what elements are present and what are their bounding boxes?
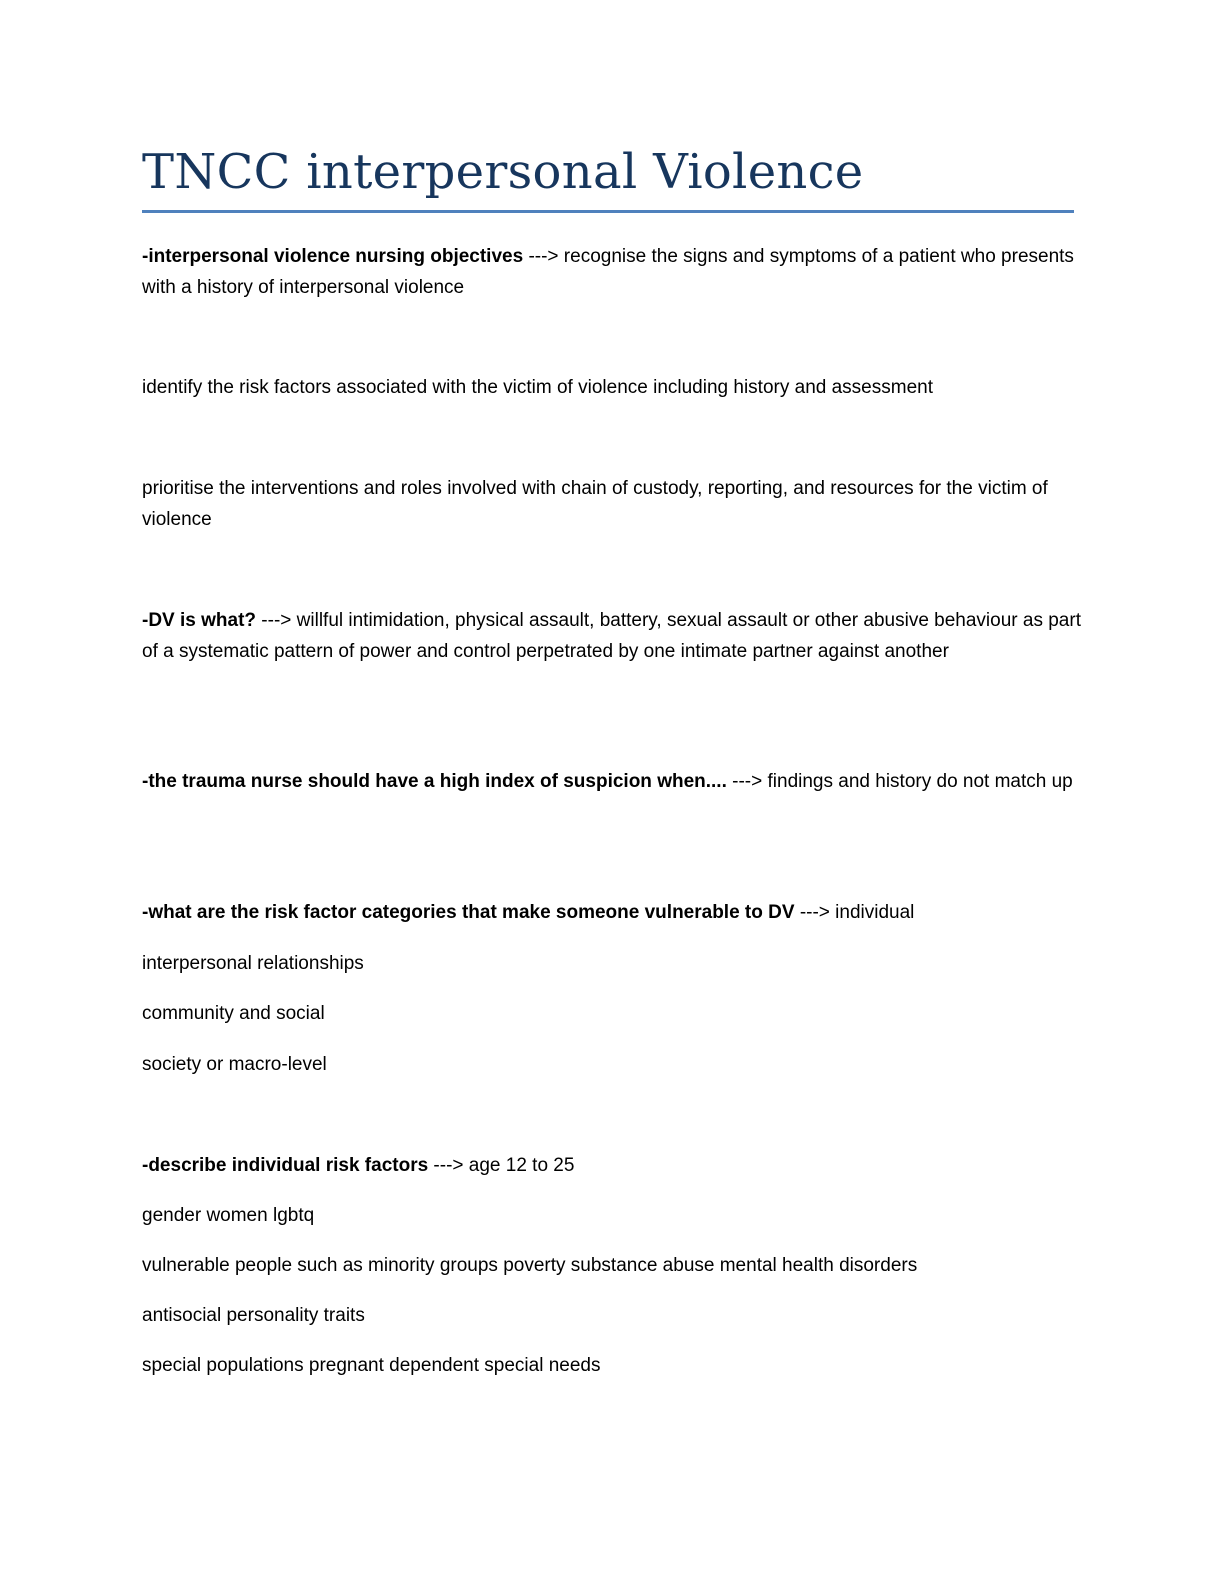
entry-index-of-suspicion <box>142 766 1082 797</box>
entry-answer: ---> recognise the signs and symptoms of a patient who presents with a history of interpersonal violence <box>142 246 1074 298</box>
entry-answer: ---> findings and history do not match up <box>726 771 1073 792</box>
list-item <box>142 1049 1082 1080</box>
list-item <box>142 1250 1082 1281</box>
entry-question: -interpersonal violence nursing objectives <box>142 246 524 267</box>
entry-dv-definition <box>142 605 1082 667</box>
entry-text: gender women lgbtq <box>142 1205 315 1226</box>
entry-text: identify the risk factors associated with the victim of violence including history and assessment <box>142 377 933 398</box>
list-item <box>142 948 1082 979</box>
list-item <box>142 1200 1082 1231</box>
entry-text: prioritise the interventions and roles involved with chain of custody, reporting, and resources for the victim of violence <box>142 478 1048 530</box>
list-item <box>142 998 1082 1029</box>
entry-individual-risk-factors <box>142 1150 1082 1181</box>
entry-answer: ---> age 12 to 25 <box>428 1155 575 1176</box>
entry-question: -the trauma nurse should have a high index of suspicion when.... <box>142 771 727 792</box>
entry-text: special populations pregnant dependent special needs <box>142 1355 601 1376</box>
entry-risk-factors-objective <box>142 372 1082 403</box>
list-item <box>142 1300 1082 1331</box>
entry-question: -DV is what? <box>142 610 257 631</box>
entry-objectives <box>142 241 1082 303</box>
document-title: TNCC interpersonal Violence <box>142 144 864 200</box>
entry-text: interpersonal relationships <box>142 953 364 974</box>
entry-text: vulnerable people such as minority groups poverty substance abuse mental health disorders <box>142 1255 918 1276</box>
list-item <box>142 1350 1082 1381</box>
entry-text: community and social <box>142 1003 325 1024</box>
entry-text: society or macro-level <box>142 1054 327 1075</box>
entry-answer: ---> willful intimidation, physical assault, battery, sexual assault or other abusive behaviour as part of a systematic pattern of power and control perpetrated by one intimate partner against another <box>142 610 1081 662</box>
entry-question: -what are the risk factor categories that make someone vulnerable to DV <box>142 902 795 923</box>
entry-answer: ---> individual <box>794 902 915 923</box>
entry-interventions-objective <box>142 473 1082 535</box>
entry-question: -describe individual risk factors <box>142 1155 429 1176</box>
entry-risk-factor-categories <box>142 897 1082 928</box>
title-underline <box>142 210 1074 213</box>
entry-text: antisocial personality traits <box>142 1305 365 1326</box>
